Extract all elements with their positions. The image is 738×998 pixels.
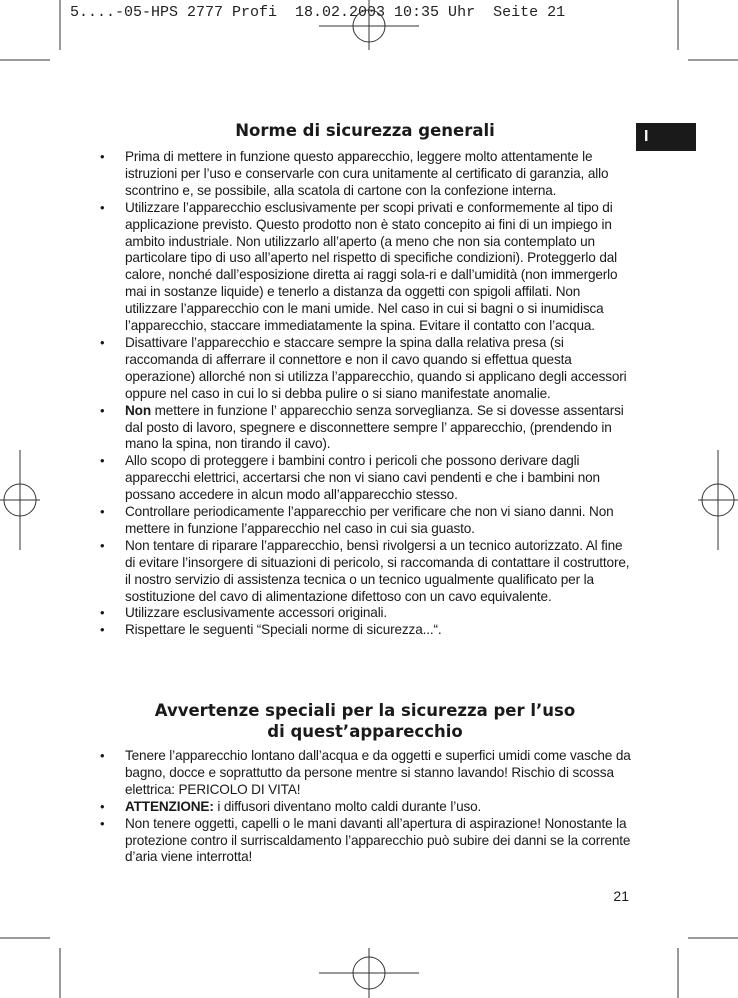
list-item: • Non tenere oggetti, capelli o le mani davanti all’apertura di aspirazione! Nonostante la protezione contro il surriscaldamento l’apparecchio può subire dei danni se la corrente d’aria viene interrotta!: [95, 816, 635, 867]
list-item: [95, 403, 635, 454]
language-tab: I: [636, 123, 696, 151]
section-title-line: Avvertenze speciali per la sicurezza per l’uso: [154, 701, 576, 720]
list-item: • Non tentare di riparare l’apparecchio, bensì rivolgersi a un tecnico autorizzato. Al fine di evitare l’insorgere di situazioni di pericolo, si raccomanda di contattare il costruttore, il nostro servizio di assistenza tecnica o un tecnico ugualmente qualificato per la sostituzione del cavo di alimentazione difettoso con un cavo equivalente.: [95, 538, 635, 606]
section-title-special-warnings: [95, 700, 635, 742]
special-warnings-list: [95, 748, 635, 866]
list-item-text: i diffusori diventano molto caldi durante l’uso.: [213, 798, 482, 814]
general-safety-list: [95, 149, 635, 639]
list-item: [95, 799, 635, 816]
section-title-line: di quest’apparecchio: [267, 722, 463, 741]
list-item: • Utilizzare l’apparecchio esclusivamente per scopi privati e conformemente al tipo di applicazione previsto. Questo prodotto non è stato concepito ai fini di un impiego in ambito industriale. Non utilizzarlo all’aperto (a meno che non sia contemplato un particolare tipo di uso all’aperto nel rispetto di specifiche condizioni). Proteggerlo dal calore, nonché dall’esposizione diretta ai raggi sola-ri e dall’umidità (non immergerlo mai in sostanze liquide) e tenerlo a distanza da oggetti con spigoli affilati. Non utilizzare l’apparecchio con le mani umide. Nel caso in cui si bagni o si inumidisca l’apparecchio, staccare immediatamente la spina. Evitare il contatto con l’acqua.: [95, 200, 635, 335]
registration-mark-bottom: [319, 948, 419, 998]
list-item: • Controllare periodicamente l’apparecchio per verificare che non vi siano danni. Non mettere in funzione l’apparecchio nel caso in cui sia guasto.: [95, 504, 635, 538]
list-item: • Utilizzare esclusivamente accessori originali.: [95, 605, 635, 622]
section-title-general-safety: Norme di sicurezza generali: [235, 121, 495, 140]
registration-mark-left: [0, 450, 40, 550]
emphasis-text: Non: [125, 402, 151, 418]
list-item: • Prima di mettere in funzione questo apparecchio, leggere molto attentamente le istruzioni per l’uso e conservarle con cura unitamente al certificato di garanzia, allo scontrino e, se possibile, alla scatola di cartone con la confezione interna.: [95, 149, 635, 200]
list-item: • Rispettare le seguenti “Speciali norme di sicurezza...“.: [95, 622, 635, 639]
registration-mark-right: [698, 450, 738, 550]
registration-mark-top: [319, 0, 419, 50]
print-header: 5....-05-HPS 2777 Profi 18.02.2003 10:35 Uhr Seite 21: [70, 4, 566, 21]
emphasis-text: ATTENZIONE:: [125, 798, 214, 814]
list-item: • Disattivare l’apparecchio e staccare sempre la spina dalla relativa presa (si raccomanda di afferrare il connettore e non il cavo quando si effettua questa operazione) allorché non si utilizza l’apparecchio, quando si applicano degli accessori oppure nel caso in cui lo si debba pulire o si siano manifestate anomalie.: [95, 335, 635, 403]
list-item-text: mettere in funzione l’ apparecchio senza sorveglianza. Se si dovesse assentarsi dal posto di lavoro, spegnere e disconnettere sempre l’ apparecchio, (prendendo in mano la spina, non tirando il cavo).: [125, 402, 624, 452]
list-item: • Tenere l’apparecchio lontano dall’acqua e da oggetti e superfici umidi come vasche da bagno, docce e soprattutto da persone mentre si stanno lavando! Rischio di scossa elettrica: PERICOLO DI VITA!: [95, 748, 635, 799]
list-item: • Allo scopo di proteggere i bambini contro i pericoli che possono derivare dagli apparecchi elettrici, accertarsi che non vi siano cavi pendenti e che i bambini non possano accedere in alcun modo all’apparecchio stesso.: [95, 453, 635, 504]
page-number: 21: [613, 888, 629, 904]
